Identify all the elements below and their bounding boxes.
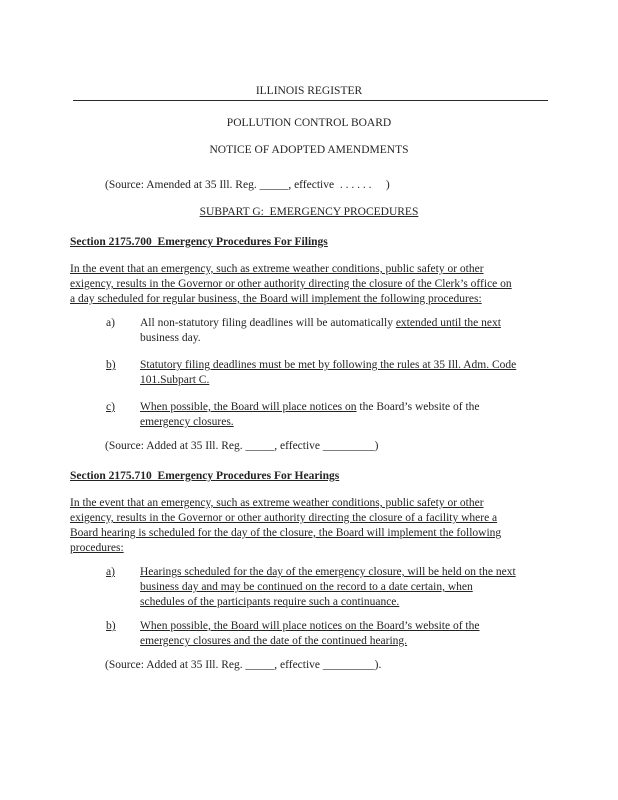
section-710-item-b [106, 619, 548, 649]
text-line [70, 235, 548, 250]
text-line [140, 373, 548, 388]
text-line [70, 84, 548, 99]
text-segment: the Board’s website of the [356, 401, 480, 413]
text-segment: (Source: Added at 35 Ill. Reg. _____, effective _________) [105, 440, 379, 452]
text-segment: NOTICE OF ADOPTED AMENDMENTS [209, 144, 409, 156]
subpart-heading [70, 205, 548, 220]
text-line [70, 143, 548, 158]
text-segment: In the event that an emergency, such as extreme weather conditions, public safety or other [70, 497, 484, 509]
text-segment: ILLINOIS REGISTER [255, 85, 363, 97]
text-line [105, 658, 548, 673]
section-2175-700-heading [70, 235, 548, 250]
text-segment: a day scheduled for regular business, the Board will implement the following procedures: [70, 293, 482, 305]
text-line [105, 178, 548, 193]
text-line [70, 511, 548, 526]
text-segment: emergency closures and the date of the continued hearing. [140, 635, 408, 647]
text-segment: Statutory filing deadlines must be met by following the rules at 35 Ill. Adm. Code [140, 359, 517, 371]
agency-title [70, 116, 548, 131]
text-segment: Board hearing is scheduled for the day of the closure, the Board will implement the following [70, 527, 502, 539]
section-700-intro [70, 262, 548, 307]
text-line [140, 400, 548, 415]
text-segment: All non-statutory filing deadlines will be automatically [140, 317, 396, 329]
text-segment: Section 2175.710 Emergency Procedures For Hearings [70, 470, 340, 482]
text-segment: extended until the next [395, 317, 501, 329]
text-segment: exigency, results in the Governor or other authority directing the closure of a facility where a [70, 512, 498, 524]
text-line [140, 634, 548, 649]
text-line [70, 205, 548, 220]
text-segment: When possible, the Board will place notices on [140, 401, 357, 413]
list-item-text [140, 619, 548, 649]
section-710-item-a [106, 565, 548, 610]
text-line [140, 316, 548, 331]
text-line [140, 565, 548, 580]
text-line [140, 619, 548, 634]
section-700-item-c [106, 400, 548, 430]
list-item-letter: c) [106, 401, 115, 413]
section-2175-710-heading [70, 469, 548, 484]
text-line [70, 292, 548, 307]
text-segment: SUBPART G: EMERGENCY PROCEDURES [199, 206, 419, 218]
list-item-text [140, 316, 548, 346]
list-item-letter: b) [106, 359, 116, 371]
text-segment: (Source: Amended at 35 Ill. Reg. _____, effective . . . . . . ) [105, 179, 390, 191]
document-content [70, 84, 548, 673]
text-line [70, 526, 548, 541]
text-segment: POLLUTION CONTROL BOARD [226, 117, 392, 129]
text-segment: schedules of the participants require such a continuance. [140, 596, 400, 608]
section-700-item-a [106, 316, 548, 346]
text-line [140, 595, 548, 610]
list-item-text [140, 565, 548, 610]
header-rule [73, 100, 548, 101]
text-line [70, 469, 548, 484]
source-note-added-710 [105, 658, 548, 673]
text-segment: emergency closures. [140, 416, 234, 428]
text-line [140, 358, 548, 373]
text-line [140, 580, 548, 595]
text-segment: exigency, results in the Governor or other authority directing the closure of the Clerk’s office on [70, 278, 512, 290]
source-note-amended [105, 178, 548, 193]
source-note-added-700 [105, 439, 548, 454]
text-segment: business day. [140, 332, 201, 344]
list-item-letter: a) [106, 317, 115, 329]
list-item-letter: a) [106, 566, 115, 578]
text-segment: 101.Subpart C. [140, 374, 210, 386]
text-segment: (Source: Added at 35 Ill. Reg. _____, effective _________). [105, 659, 382, 671]
text-line [140, 331, 548, 346]
text-segment: business day and may be continued on the record to a date certain, when [140, 581, 473, 593]
text-line [70, 116, 548, 131]
register-title [70, 84, 548, 101]
text-segment: Hearings scheduled for the day of the emergency closure, will be held on the next [140, 566, 516, 578]
text-segment: Section 2175.700 Emergency Procedures For Filings [70, 236, 328, 248]
section-710-intro [70, 496, 548, 556]
list-item-letter: b) [106, 620, 116, 632]
section-700-item-b [106, 358, 548, 388]
text-segment: When possible, the Board will place notices on the Board’s website of the [140, 620, 480, 632]
text-line [140, 415, 548, 430]
text-line [70, 541, 548, 556]
text-line [70, 496, 548, 511]
text-line [105, 439, 548, 454]
text-segment: In the event that an emergency, such as extreme weather conditions, public safety or other [70, 263, 484, 275]
notice-title [70, 143, 548, 158]
list-item-text [140, 400, 548, 430]
text-line [70, 277, 548, 292]
text-line [70, 262, 548, 277]
list-item-text [140, 358, 548, 388]
text-segment: procedures: [70, 542, 124, 554]
